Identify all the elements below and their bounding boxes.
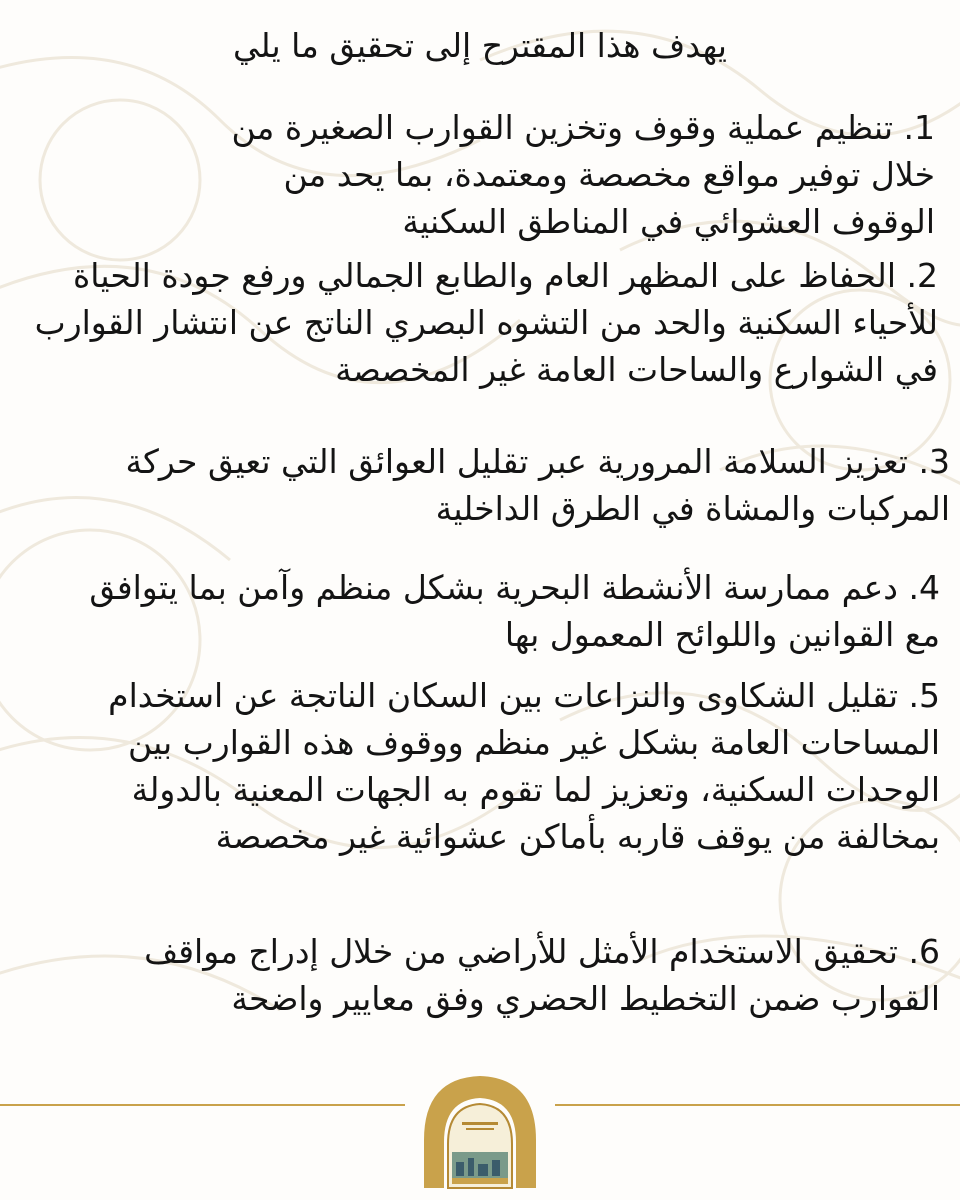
item-text: تقليل الشكاوى والنزاعات بين السكان الناتجة عن استخدام المساحات العامة بشكل غير منظم ووقوف هذه القوارب بين الوحدات السكنية، وتعزيز لما تقوم به الجهات المعنية بالدولة بمخالفة من يوقف قاربه بأماكن عشوائية غير مخصصة bbox=[108, 676, 940, 856]
item-text: دعم ممارسة الأنشطة البحرية بشكل منظم وآمن بما يتوافق مع القوانين واللوائح المعمول بها bbox=[89, 568, 940, 654]
footer-divider-right bbox=[555, 1104, 960, 1106]
list-item-6 bbox=[30, 928, 940, 1022]
item-number: 5. bbox=[908, 676, 940, 715]
item-text: تحقيق الاستخدام الأمثل للأراضي من خلال إدراج مواقف القوارب ضمن التخطيط الحضري وفق معايير واضحة bbox=[144, 932, 940, 1018]
list-item-5 bbox=[18, 672, 940, 860]
item-text: تعزيز السلامة المرورية عبر تقليل العوائق التي تعيق حركة المركبات والمشاة في الطرق الداخلية bbox=[125, 442, 950, 528]
footer-divider-left bbox=[0, 1104, 405, 1106]
item-number: 1. bbox=[903, 108, 935, 147]
item-number: 2. bbox=[906, 256, 938, 295]
list-item-4 bbox=[50, 564, 940, 658]
item-text: تنظيم عملية وقوف وتخزين القوارب الصغيرة من خلال توفير مواقع مخصصة ومعتمدة، بما يحد من الوقوف العشوائي في المناطق السكنية bbox=[231, 108, 935, 241]
item-number: 6. bbox=[908, 932, 940, 971]
list-item-1 bbox=[200, 104, 935, 245]
list-item-2 bbox=[20, 252, 938, 393]
page-title: يهدف هذا المقترح إلى تحقيق ما يلي bbox=[233, 26, 727, 65]
item-number: 3. bbox=[918, 442, 950, 481]
item-number: 4. bbox=[908, 568, 940, 607]
item-text: الحفاظ على المظهر العام والطابع الجمالي ورفع جودة الحياة للأحياء السكنية والحد من التشوه البصري الناتج عن انتشار القوارب في الشوارع والساحات العامة غير المخصصة bbox=[34, 256, 938, 389]
arch-emblem-icon bbox=[418, 1070, 542, 1190]
list-item-3 bbox=[25, 438, 950, 532]
